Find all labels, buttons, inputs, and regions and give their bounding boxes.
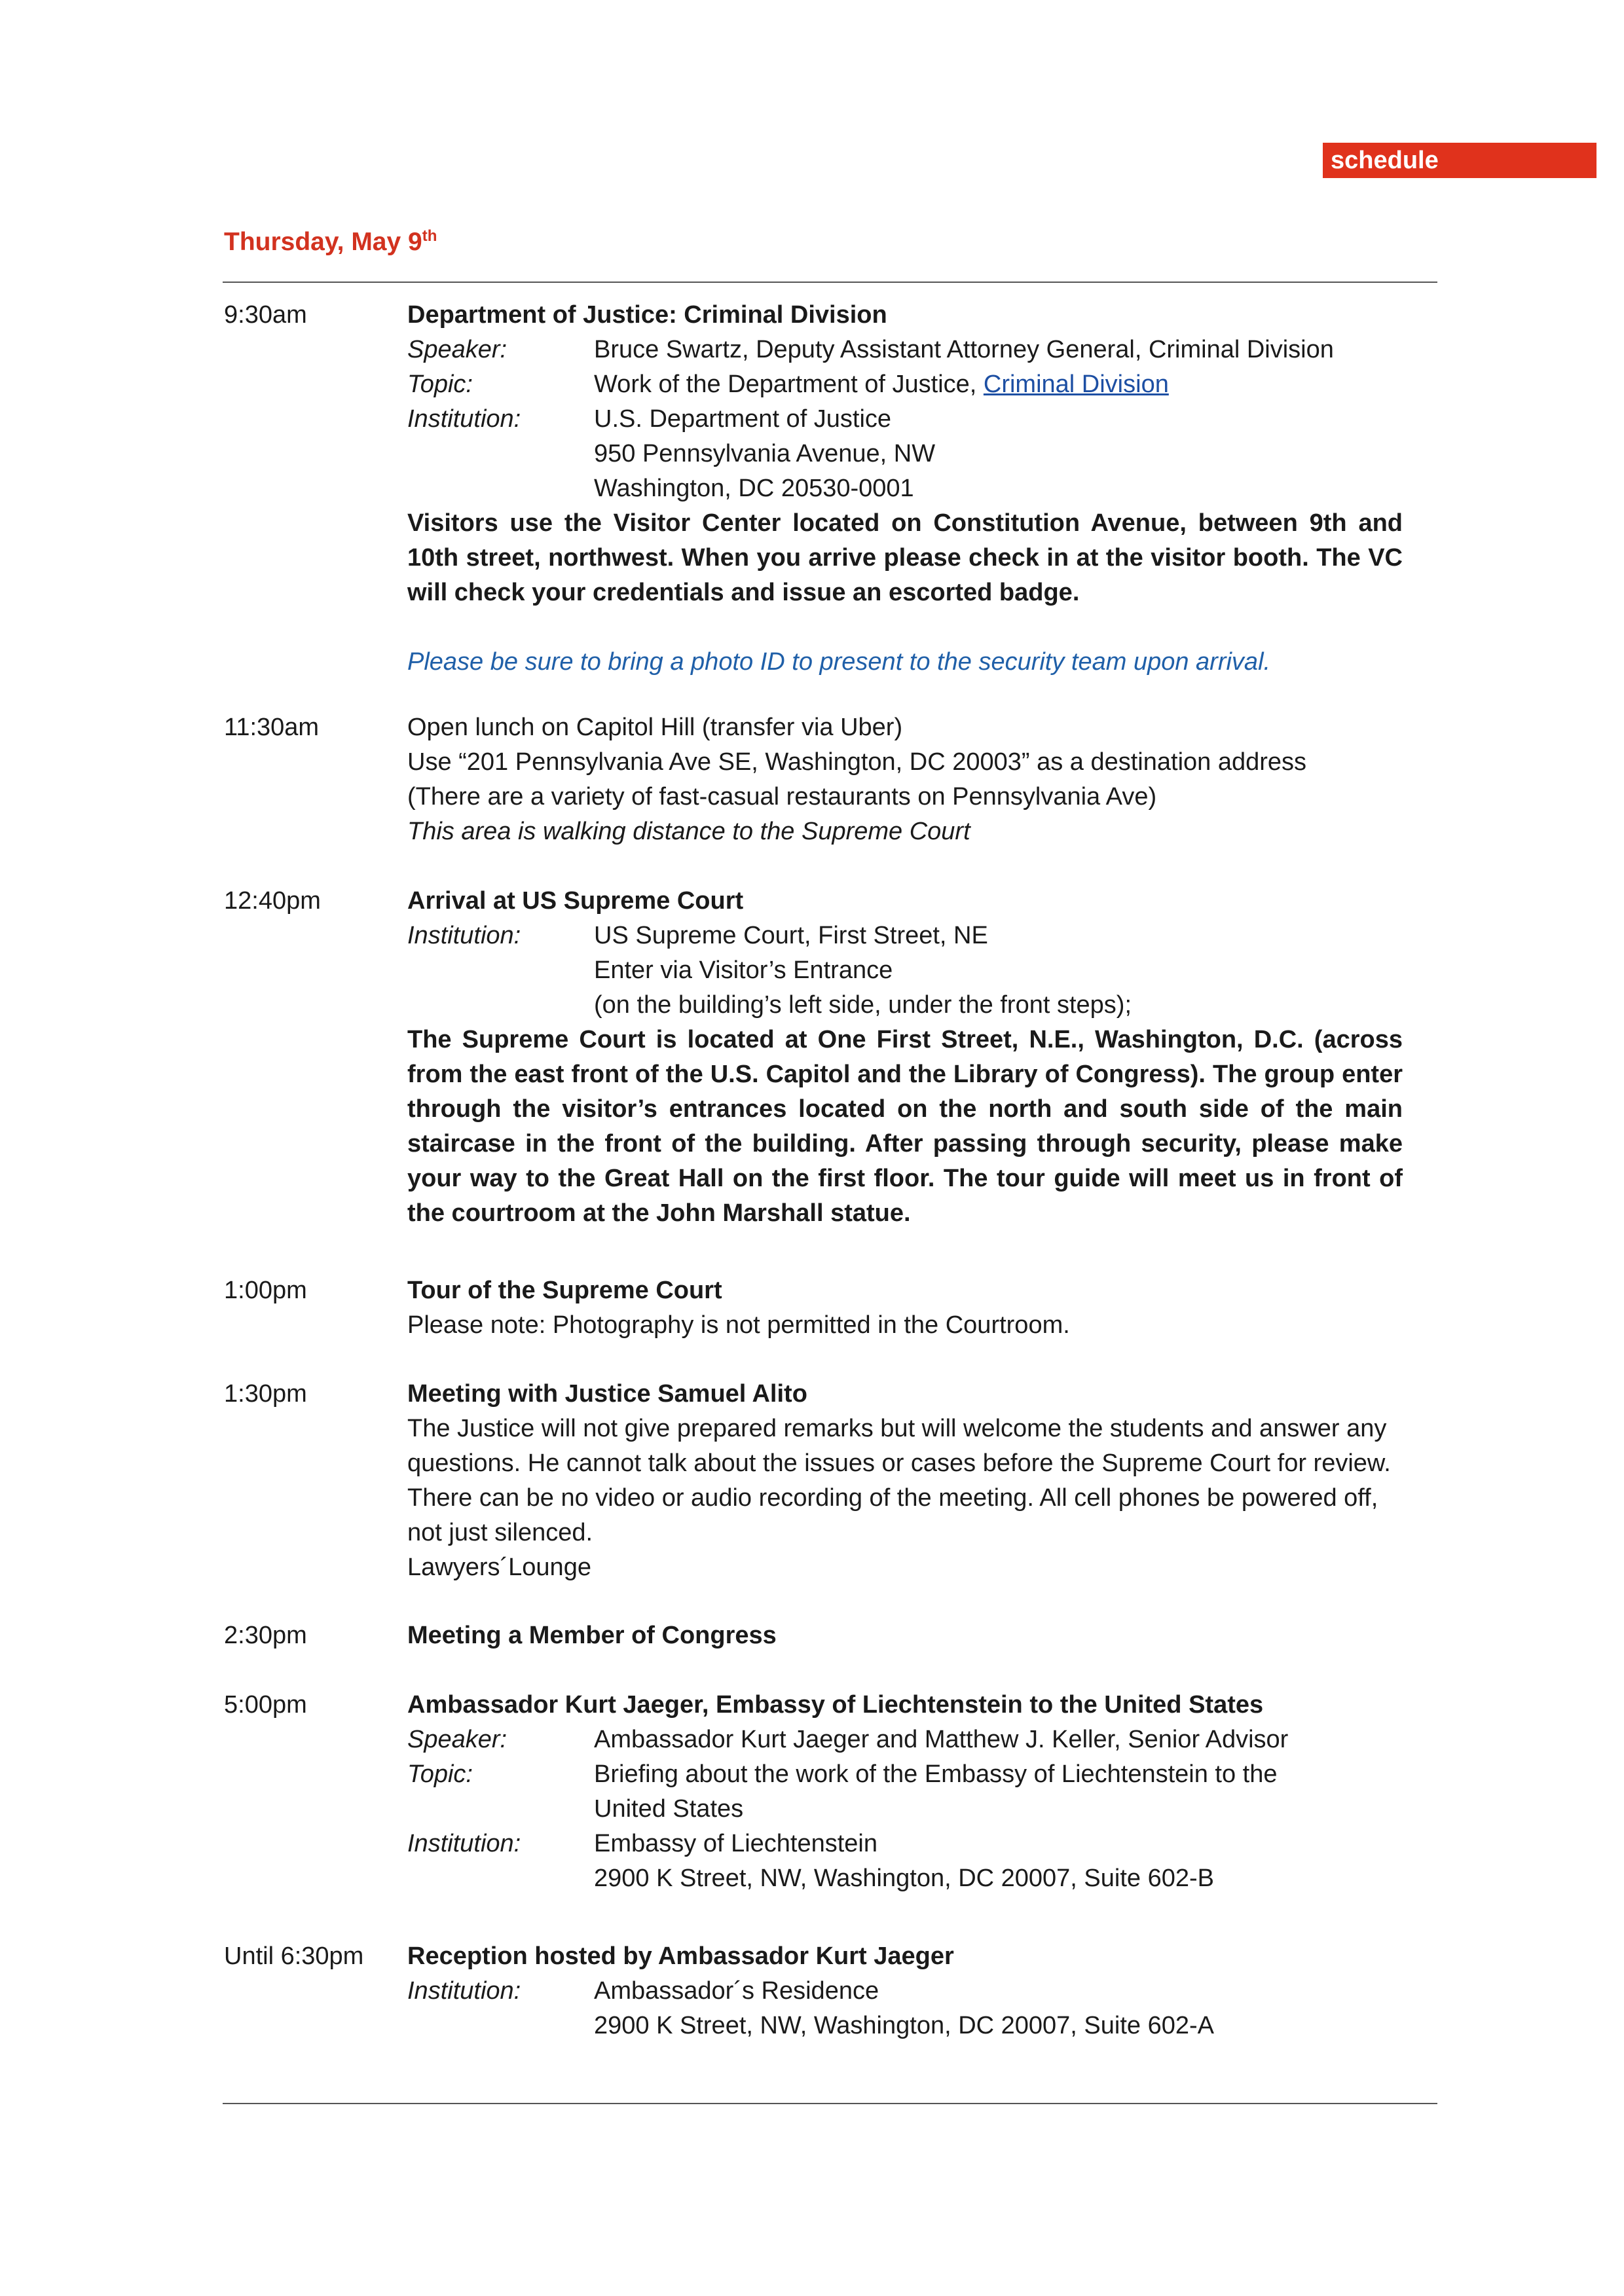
entry-body [407, 1939, 1403, 2043]
institution-label: Institution: [407, 405, 521, 433]
entry-title: Ambassador Kurt Jaeger, Embassy of Liechtenstein to the United States [407, 1691, 1264, 1719]
speaker-row [407, 1722, 1403, 1757]
entry-time: 5:00pm [224, 1691, 307, 1719]
topic-value [594, 367, 1399, 402]
topic-label: Topic: [407, 1760, 473, 1788]
topic-label: Topic: [407, 371, 473, 398]
entry-title: Arrival at US Supreme Court [407, 887, 744, 915]
entry-time: 1:30pm [224, 1380, 307, 1408]
entry-text: Please note: Photography is not permitted in the Courtroom. [407, 1311, 1070, 1339]
entry-line: (There are a variety of fast-casual restaurants on Pennsylvania Ave) [407, 783, 1157, 811]
entry-text: The Justice will not give prepared remarks but will welcome the students and answer any questions. He cannot talk about the issues or cases before the Supreme Court for review. There can be no video or audio recording of the meeting. All cell phones be powered off, not just silenced. [407, 1415, 1391, 1546]
photo-id-note: Please be sure to bring a photo ID to present to the security team upon arrival. [407, 648, 1271, 676]
speaker-value: Bruce Swartz, Deputy Assistant Attorney General, Criminal Division [594, 336, 1334, 363]
entry-italic-line: This area is walking distance to the Supreme Court [407, 818, 970, 845]
entry-body [407, 884, 1403, 1231]
criminal-division-link[interactable]: Criminal Division [983, 371, 1169, 398]
institution-label: Institution: [407, 922, 521, 949]
institution-line: (on the building’s left side, under the front steps); [594, 991, 1132, 1019]
institution-line: Enter via Visitor’s Entrance [594, 957, 893, 984]
entry-time: Until 6:30pm [224, 1942, 364, 1970]
topic-value: Briefing about the work of the Embassy of Liechtenstein to the United States [594, 1760, 1278, 1823]
entry-body [407, 710, 1403, 849]
entry-title: Tour of the Supreme Court [407, 1277, 722, 1304]
entry-body [407, 1618, 1403, 1653]
entry-title: Meeting a Member of Congress [407, 1622, 777, 1649]
speaker-value: Ambassador Kurt Jaeger and Matthew J. Keller, Senior Advisor [594, 1726, 1289, 1753]
schedule-tag: schedule [1323, 143, 1596, 178]
speaker-label: Speaker: [407, 336, 507, 363]
institution-value [594, 919, 1399, 1023]
institution-label: Institution: [407, 1977, 521, 2005]
institution-line: 2900 K Street, NW, Washington, DC 20007, Suite 602-A [594, 2012, 1214, 2039]
institution-line: Embassy of Liechtenstein [594, 1830, 878, 1857]
institution-line: Ambassador´s Residence [594, 1977, 879, 2005]
institution-value [594, 402, 1399, 506]
institution-row [407, 402, 1403, 506]
institution-row [407, 919, 1403, 1023]
entry-time: 2:30pm [224, 1622, 307, 1649]
institution-line: Washington, DC 20530-0001 [594, 475, 914, 502]
top-divider [223, 282, 1437, 283]
bottom-divider [223, 2103, 1437, 2104]
entry-body [407, 298, 1403, 680]
topic-row [407, 1757, 1403, 1827]
entry-body [407, 1688, 1403, 1896]
day-text: Thursday, May 9 [224, 228, 422, 256]
institution-label: Institution: [407, 1830, 521, 1857]
entry-time: 11:30am [224, 714, 320, 741]
entry-time: 1:00pm [224, 1277, 307, 1304]
supreme-court-note: The Supreme Court is located at One First Street, N.E., Washington, D.C. (across from the east front of the U.S. Capitol and the Library of Congress). The group enter through the visitor’s entrances located on the north and south side of the main staircase in the front of the building. After passing through security, please make your way to the Great Hall on the first floor. The tour guide will meet us in front of the courtroom at the John Marshall statue. [407, 1026, 1403, 1227]
entry-title: Reception hosted by Ambassador Kurt Jaeger [407, 1942, 954, 1970]
day-title [224, 226, 437, 259]
institution-value [594, 1827, 1399, 1896]
institution-row [407, 1827, 1403, 1896]
institution-line: 2900 K Street, NW, Washington, DC 20007, Suite 602-B [594, 1865, 1214, 1892]
entry-title: Department of Justice: Criminal Division [407, 301, 887, 329]
institution-line: 950 Pennsylvania Avenue, NW [594, 440, 936, 467]
entry-line: Use “201 Pennsylvania Ave SE, Washington, DC 20003” as a destination address [407, 748, 1307, 776]
entry-time: 9:30am [224, 301, 307, 329]
speaker-label: Speaker: [407, 1726, 507, 1753]
meeting-place: Lawyers´Lounge [407, 1554, 591, 1581]
topic-row [407, 367, 1403, 402]
institution-value [594, 1974, 1399, 2043]
institution-line: US Supreme Court, First Street, NE [594, 922, 988, 949]
day-suffix: th [422, 227, 437, 245]
speaker-row [407, 333, 1403, 367]
institution-row [407, 1974, 1403, 2043]
entry-title: Meeting with Justice Samuel Alito [407, 1380, 807, 1408]
visitor-note: Visitors use the Visitor Center located on Constitution Avenue, between 9th and 10th street, northwest. When you arrive please check in at the visitor booth. The VC will check your credentials and issue an escorted badge. [407, 509, 1403, 606]
entry-body [407, 1273, 1403, 1343]
entry-line: Open lunch on Capitol Hill (transfer via Uber) [407, 714, 903, 741]
entry-body [407, 1377, 1403, 1585]
institution-line: U.S. Department of Justice [594, 405, 892, 433]
topic-text: Work of the Department of Justice, [594, 371, 984, 398]
entry-time: 12:40pm [224, 887, 321, 915]
